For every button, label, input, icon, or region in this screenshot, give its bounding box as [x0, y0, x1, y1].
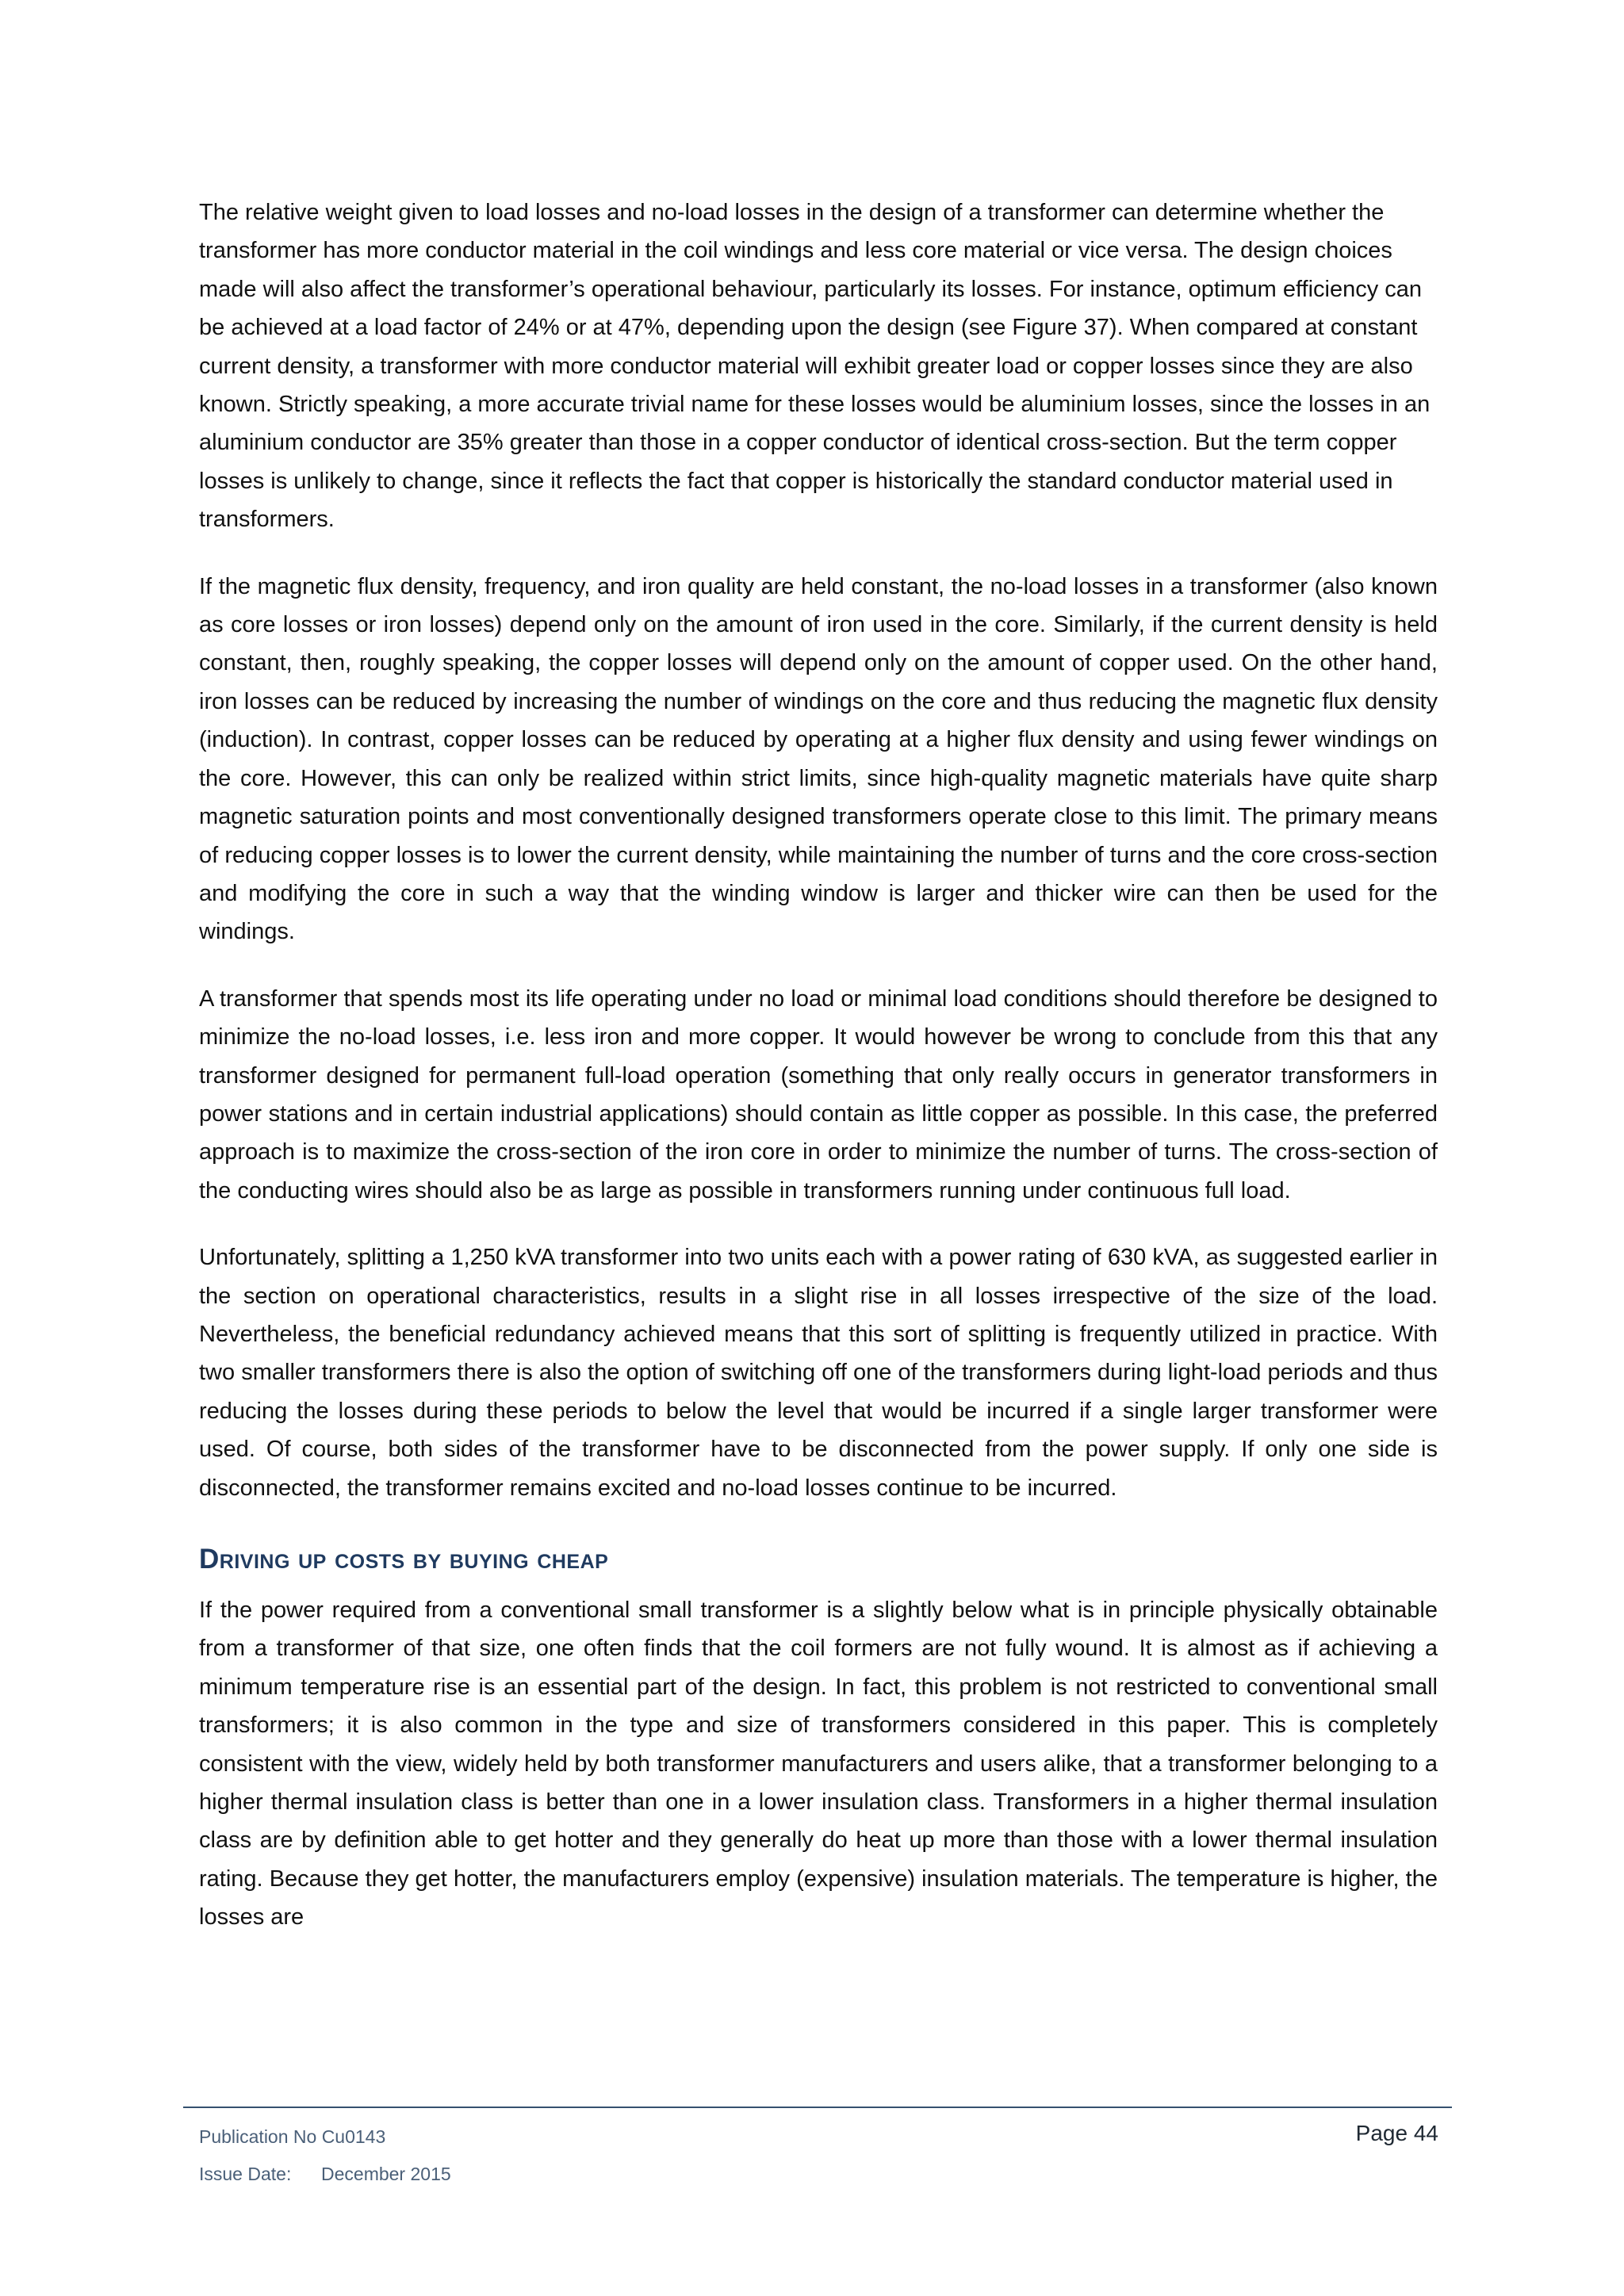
paragraph-buying-cheap: If the power required from a conventional small transformer is a slightly below what is in principle physically obtainable from a transformer of that size, one often finds that the coil formers are not fully wound. It is almost as if achieving a minimum temperature rise is an essential part of the design. In fact, this problem is not restricted to conventional small transformers; it is also common in the type and size of transformers considered in this paper. This is completely consistent with the view, widely held by both transformer manufacturers and users alike, that a transformer belonging to a higher thermal insulation class is better than one in a lower insulation class. Transformers in a higher thermal insulation class are by definition able to get hotter and they generally do heat up more than those with a lower thermal insulation rating. Because they get hotter, the manufacturers employ (expensive) insulation materials. The temperature is higher, the losses are — [199, 1598, 1438, 1931]
section-heading: Driving up costs by buying cheap — [199, 1544, 609, 1575]
issue-date-value: December 2015 — [321, 2164, 451, 2184]
paragraph-no-load-design: A transformer that spends most its life operating under no load or minimal load conditions should therefore be designed to minimize the no-load losses, i.e. less iron and more copper. It would however be wrong to conclude from this that any transformer designed for permanent full-load operation (something that only really occurs in generator transformers in power stations and in certain industrial applications) should contain as little copper as possible. In this case, the preferred approach is to maximize the cross-section of the iron core in order to minimize the number of turns. The cross-section of the conducting wires should also be as large as possible in transformers running under continuous full load. — [199, 985, 1438, 1203]
publication-number: Publication No Cu0143 — [199, 2126, 386, 2147]
footer-divider — [183, 2107, 1452, 2108]
paragraph-splitting-transformer: Unfortunately, splitting a 1,250 kVA transformer into two units each with a power rating of 630 kVA, as suggested earlier in the section on operational characteristics, results in a slight rise in all losses irrespective of the size of the load. Nevertheless, the beneficial redundancy achieved means that this sort of splitting is frequently utilized in practice. With two smaller transformers there is also the option of switching off one of the transformers during light-load periods and thus reducing the losses during these periods to below the level that would be incurred if a single larger transformer were used. Of course, both sides of the transformer have to be disconnected from the power supply. If only one side is disconnected, the transformer remains excited and no-load losses continue to be incurred. — [199, 1245, 1438, 1501]
issue-date-label: Issue Date: — [199, 2164, 292, 2184]
paragraph-flux-density: If the magnetic flux density, frequency, and iron quality are held constant, the no-load losses in a transformer (also known as core losses or iron losses) depend only on the amount of iron used in the core. Similarly, if the current density is held constant, then, roughly speaking, the copper losses will depend only on the amount of copper used. On the other hand, iron losses can be reduced by increasing the number of windings on the core and thus reducing the magnetic flux density (induction). In contrast, copper losses can be reduced by operating at a higher flux density and using fewer windings on the core. However, this can only be realized within strict limits, since high-quality magnetic materials have quite sharp magnetic saturation points and most conventionally designed transformers operate close to this limit. The primary means of reducing copper losses is to lower the current density, while maintaining the number of turns and the core cross-section and modifying the core in such a way that the winding window is larger and thicker wire can then be used for the windings. — [199, 573, 1438, 945]
page-number: Page 44 — [1355, 2121, 1438, 2145]
paragraph-load-losses: The relative weight given to load losses and no-load losses in the design of a transformer can determine whether the transformer has more conductor material in the coil windings and less core material or vice versa. The design choices made will also affect the transformer’s operational behaviour, particularly its losses. For instance, optimum efficiency can be achieved at a load factor of 24% or at 47%, depending upon the design (see Figure 37). When compared at constant current density, a transformer with more conductor material will exhibit greater load or copper losses since they are also known. Strictly speaking, a more accurate trivial name for these losses would be aluminium losses, since the losses in an aluminium conductor are 35% greater than those in a copper conductor of identical cross-section. But the term copper losses is unlikely to change, since it reflects the fact that copper is historically the standard conductor material used in transformers. — [199, 200, 1431, 533]
footer-publication-info — [199, 2123, 451, 2198]
issue-date-row — [199, 2160, 451, 2198]
page-body — [199, 193, 1438, 1965]
